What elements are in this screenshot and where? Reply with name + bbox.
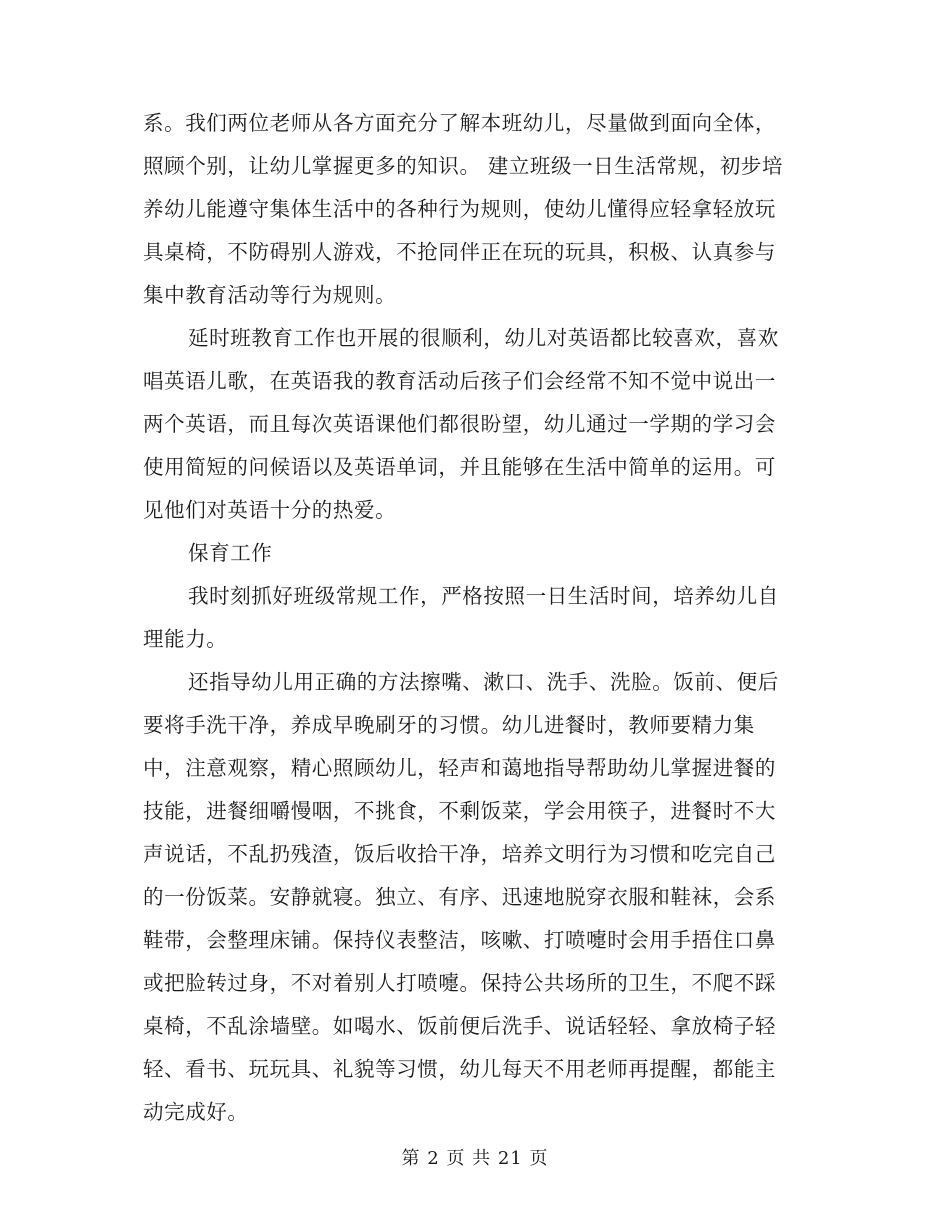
text-line: 我时刻抓好班级常规工作，严格按照一日生活时间，培养幼儿自 xyxy=(188,584,779,608)
text-line: 使用简短的问候语以及英语单词，并且能够在生活中简单的运用。可 xyxy=(143,455,776,479)
text-line: 延时班教育工作也开展的很顺利，幼儿对英语都比较喜欢，喜欢 xyxy=(188,326,779,350)
text-line: 的一份饭菜。安静就寝。独立、有序、迅速地脱穿衣服和鞋袜，会系 xyxy=(143,885,776,909)
text-line: 桌椅，不乱涂墙壁。如喝水、饭前便后洗手、说话轻轻、拿放椅子轻 xyxy=(143,1014,776,1038)
text-line: 照顾个别，让幼儿掌握更多的知识。 建立班级一日生活常规，初步培 xyxy=(143,154,784,178)
text-line: 两个英语，而且每次英语课他们都很盼望，幼儿通过一学期的学习会 xyxy=(143,412,776,436)
text-line: 中，注意观察，精心照顾幼儿，轻声和蔼地指导帮助幼儿掌握进餐的 xyxy=(143,756,776,780)
text-line: 要将手洗干净，养成早晚刷牙的习惯。幼儿进餐时，教师要精力集 xyxy=(143,713,755,737)
text-line: 系。我们两位老师从各方面充分了解本班幼儿，尽量做到面向全体， xyxy=(143,111,776,135)
text-line: 轻、看书、玩玩具、礼貌等习惯，幼儿每天不用老师再提醒，都能主 xyxy=(143,1057,776,1081)
text-line: 集中教育活动等行为规则。 xyxy=(143,283,397,307)
text-line: 或把脸转过身，不对着别人打喷嚏。保持公共场所的卫生，不爬不踩 xyxy=(143,971,776,995)
section-heading: 保育工作 xyxy=(188,541,273,565)
text-line: 鞋带，会整理床铺。保持仪表整洁，咳嗽、打喷嚏时会用手捂住口鼻 xyxy=(143,928,776,952)
text-line: 动完成好。 xyxy=(143,1100,249,1124)
page-footer: 第 2 页 共 21 页 xyxy=(401,1148,549,1169)
text-line: 理能力。 xyxy=(143,627,228,651)
text-line: 还指导幼儿用正确的方法擦嘴、漱口、洗手、洗脸。饭前、便后 xyxy=(188,670,779,694)
text-line: 唱英语儿歌，在英语我的教育活动后孩子们会经常不知不觉中说出一 xyxy=(143,369,776,393)
text-line: 声说话，不乱扔残渣，饭后收拾干净，培养文明行为习惯和吃完自己 xyxy=(143,842,776,866)
text-line: 见他们对英语十分的热爱。 xyxy=(143,498,397,522)
text-line: 养幼儿能遵守集体生活中的各种行为规则，使幼儿懂得应轻拿轻放玩 xyxy=(143,197,776,221)
text-line: 技能，进餐细嚼慢咽，不挑食，不剩饭菜，学会用筷子，进餐时不大 xyxy=(143,799,776,823)
text-line: 具桌椅，不防碍别人游戏，不抢同伴正在玩的玩具，积极、认真参与 xyxy=(143,240,776,264)
